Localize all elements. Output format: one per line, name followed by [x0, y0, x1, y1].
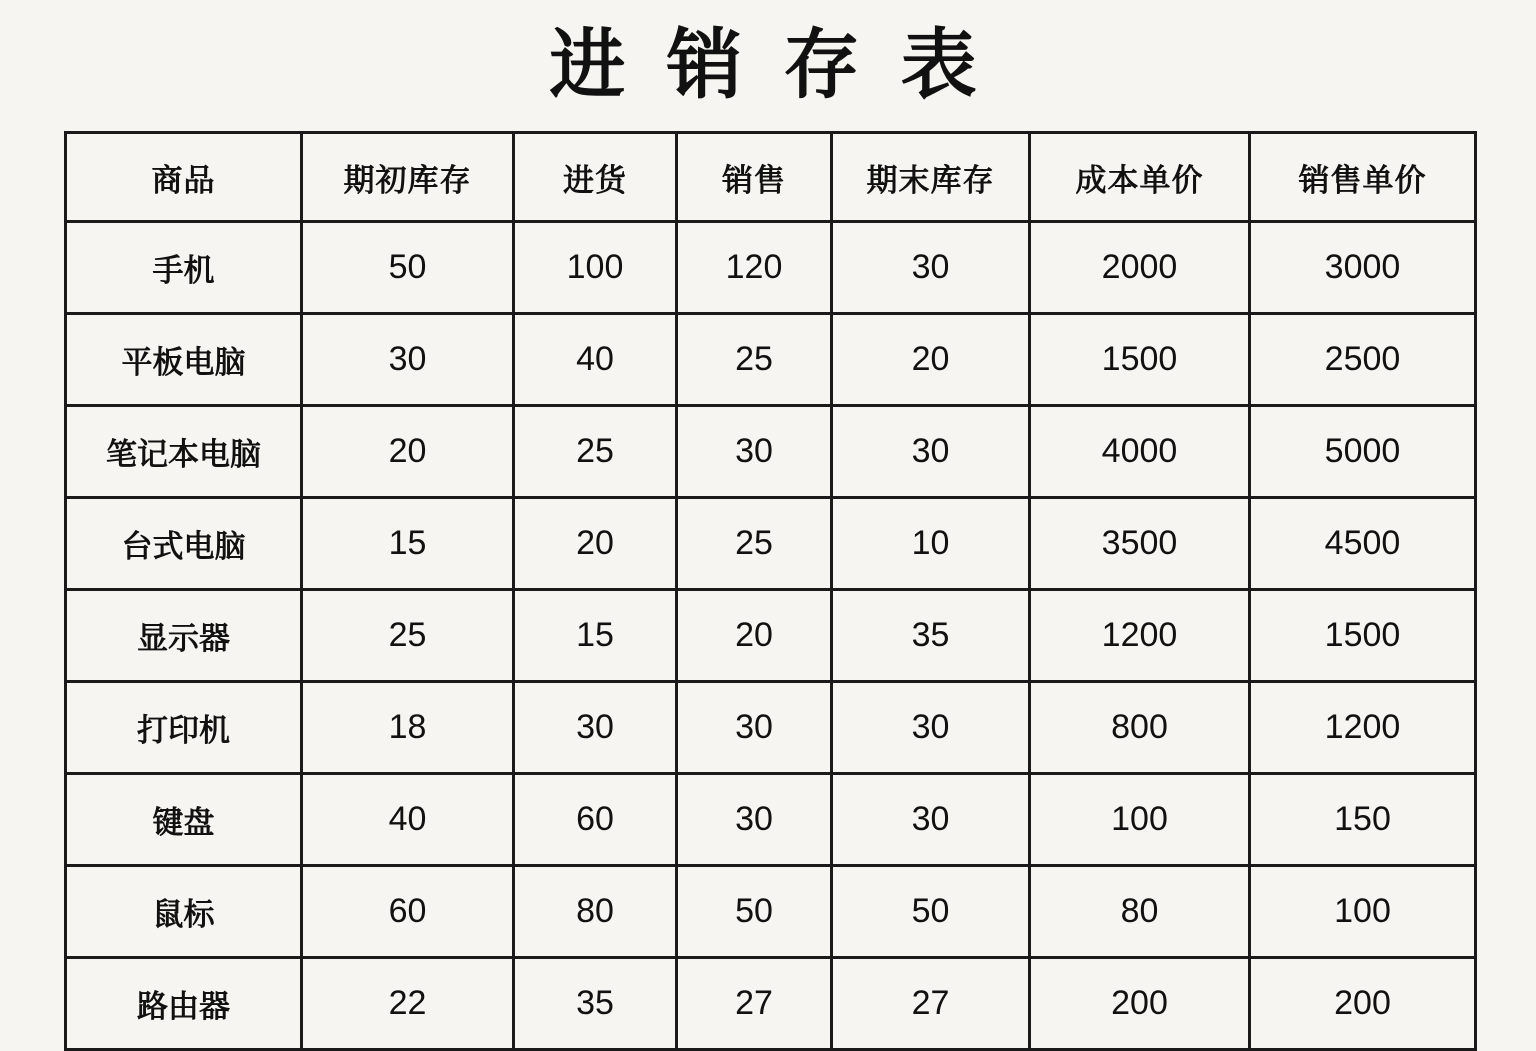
- cell-sale-price: 3000: [1250, 222, 1476, 314]
- cell-closing-stock: 30: [832, 406, 1030, 498]
- cell-purchases: 100: [514, 222, 677, 314]
- cell-sales: 25: [677, 314, 832, 406]
- cell-closing-stock: 10: [832, 498, 1030, 590]
- cell-purchases: 15: [514, 590, 677, 682]
- inventory-table-container: [64, 131, 1474, 1051]
- cell-product: 鼠标: [66, 866, 302, 958]
- table-row: [66, 866, 1476, 958]
- cell-cost-price: 2000: [1030, 222, 1250, 314]
- cell-cost-price: 80: [1030, 866, 1250, 958]
- cell-opening-stock: 60: [302, 866, 514, 958]
- table-row: [66, 406, 1476, 498]
- cell-purchases: 25: [514, 406, 677, 498]
- cell-opening-stock: 20: [302, 406, 514, 498]
- column-header-product: 商品: [66, 133, 302, 222]
- cell-purchases: 35: [514, 958, 677, 1050]
- table-row: [66, 222, 1476, 314]
- table-row: [66, 498, 1476, 590]
- cell-opening-stock: 40: [302, 774, 514, 866]
- cell-sale-price: 4500: [1250, 498, 1476, 590]
- table-body: [66, 222, 1476, 1050]
- cell-product: 笔记本电脑: [66, 406, 302, 498]
- cell-sale-price: 2500: [1250, 314, 1476, 406]
- cell-cost-price: 200: [1030, 958, 1250, 1050]
- cell-sale-price: 1200: [1250, 682, 1476, 774]
- table-row: [66, 590, 1476, 682]
- cell-closing-stock: 20: [832, 314, 1030, 406]
- cell-sale-price: 150: [1250, 774, 1476, 866]
- table-header-row: [66, 133, 1476, 222]
- column-header-opening-stock: 期初库存: [302, 133, 514, 222]
- cell-sale-price: 5000: [1250, 406, 1476, 498]
- cell-purchases: 80: [514, 866, 677, 958]
- cell-sale-price: 1500: [1250, 590, 1476, 682]
- cell-cost-price: 800: [1030, 682, 1250, 774]
- cell-purchases: 60: [514, 774, 677, 866]
- cell-opening-stock: 15: [302, 498, 514, 590]
- cell-closing-stock: 35: [832, 590, 1030, 682]
- inventory-table: [64, 131, 1477, 1051]
- cell-cost-price: 4000: [1030, 406, 1250, 498]
- cell-sales: 120: [677, 222, 832, 314]
- cell-opening-stock: 30: [302, 314, 514, 406]
- table-header: [66, 133, 1476, 222]
- cell-opening-stock: 25: [302, 590, 514, 682]
- cell-closing-stock: 50: [832, 866, 1030, 958]
- cell-sales: 50: [677, 866, 832, 958]
- cell-cost-price: 1500: [1030, 314, 1250, 406]
- document-page: [0, 22, 1536, 1046]
- cell-product: 台式电脑: [66, 498, 302, 590]
- cell-opening-stock: 18: [302, 682, 514, 774]
- table-row: [66, 958, 1476, 1050]
- cell-sales: 25: [677, 498, 832, 590]
- cell-closing-stock: 30: [832, 222, 1030, 314]
- cell-product: 手机: [66, 222, 302, 314]
- table-row: [66, 314, 1476, 406]
- cell-sale-price: 200: [1250, 958, 1476, 1050]
- cell-product: 键盘: [66, 774, 302, 866]
- cell-cost-price: 3500: [1030, 498, 1250, 590]
- cell-sale-price: 100: [1250, 866, 1476, 958]
- cell-closing-stock: 30: [832, 774, 1030, 866]
- cell-cost-price: 100: [1030, 774, 1250, 866]
- cell-closing-stock: 30: [832, 682, 1030, 774]
- cell-sales: 30: [677, 406, 832, 498]
- cell-sales: 30: [677, 682, 832, 774]
- cell-product: 打印机: [66, 682, 302, 774]
- cell-purchases: 20: [514, 498, 677, 590]
- cell-opening-stock: 50: [302, 222, 514, 314]
- column-header-cost-price: 成本单价: [1030, 133, 1250, 222]
- cell-cost-price: 1200: [1030, 590, 1250, 682]
- cell-sales: 30: [677, 774, 832, 866]
- cell-closing-stock: 27: [832, 958, 1030, 1050]
- column-header-sale-price: 销售单价: [1250, 133, 1476, 222]
- column-header-purchases: 进货: [514, 133, 677, 222]
- cell-purchases: 40: [514, 314, 677, 406]
- cell-purchases: 30: [514, 682, 677, 774]
- page-title: 进 销 存 表: [549, 23, 987, 108]
- table-row: [66, 774, 1476, 866]
- cell-sales: 27: [677, 958, 832, 1050]
- table-row: [66, 682, 1476, 774]
- column-header-sales: 销售: [677, 133, 832, 222]
- column-header-closing-stock: 期末库存: [832, 133, 1030, 222]
- cell-sales: 20: [677, 590, 832, 682]
- cell-opening-stock: 22: [302, 958, 514, 1050]
- cell-product: 显示器: [66, 590, 302, 682]
- cell-product: 平板电脑: [66, 314, 302, 406]
- cell-product: 路由器: [66, 958, 302, 1050]
